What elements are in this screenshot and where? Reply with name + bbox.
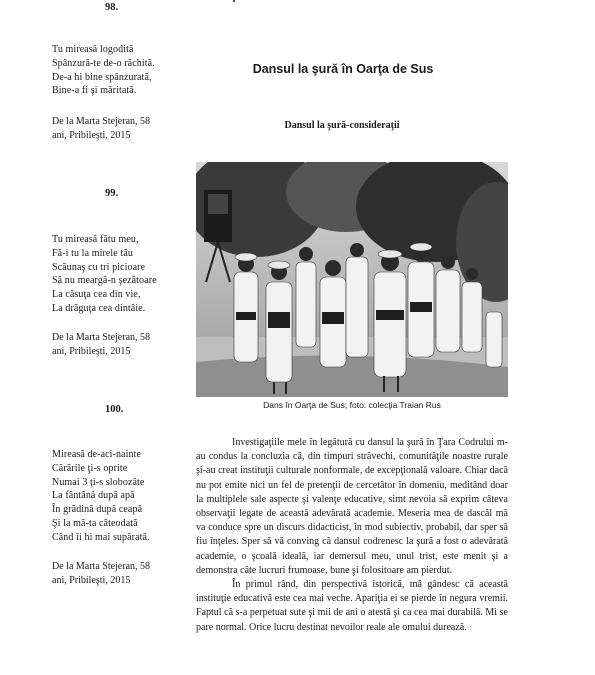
source-line: ani, Pribileşti, 2015	[52, 574, 131, 586]
poem-line: Spânzură-te de-o răchită.	[52, 57, 155, 69]
article-paragraph: Investigaţiile mele în legătură cu dansul la şură în Ţara Codrului m-au condus la concluzia că, din timpuri străvechi, comunităţile noastre rurale şi-au creat instituţii culturale nonformale, de excepţională valoare. Chiar dacă nu pot emite nici un fel de pretenţii de cercetător în domeniu, meditând doar la multiplele sale aspecte şi valenţe educative, simt nevoia să exprim câteva observaţii legate de această adevărată academie. Meseria mea de dascăl mă va conduce spre un discurs didacticist, în mod subiectiv, probabil, dar sper să fiu înţeles. Sper să vă conving că dansul codrenesc la şură a fost o adevărată academie, o şcoală ideală, iar demersul meu, unul trist, este menit şi a demonstra câte lucruri frumoase, bune şi folositoare am pierdut.	[196, 437, 508, 576]
source-line: De la Marta Stejeran, 58	[52, 561, 151, 572]
poem-line: La fântână după apă	[52, 490, 135, 502]
poem-99	[52, 233, 202, 316]
poem-line: La căsuţa cea din vie,	[52, 289, 141, 301]
poem-line: Numai 3 ţi-s slobozâte	[52, 476, 145, 488]
article-paragraph: În primul rând, din perspectivă istorică, mă gândesc că această instituţie educativă este cea mai veche. Apariţia ei se pierde în negura vremii. Faptul că s-a perpetuat sute şi mii de ani o atestă şi ca cea mai durabilă. Mi se pare normal. Orice lucru destinat nevoilor reale ale omului durează.	[196, 579, 508, 633]
poem-100-source	[52, 560, 202, 588]
poem-line: Fă-i tu la mirele tău	[52, 247, 133, 259]
poem-line: Bine-a fi şi măritată.	[52, 85, 137, 97]
poem-98-source	[52, 115, 202, 143]
poem-98-number: 98.	[105, 2, 119, 13]
source-line: ani, Pribileşti, 2015	[52, 345, 131, 357]
article-body	[196, 436, 508, 635]
page-edge-mark	[233, 0, 235, 2]
poem-100	[52, 448, 202, 545]
article-subtitle: Dansul la şură-consideraţii	[284, 120, 400, 131]
poem-line: Cărările ţi-s oprite	[52, 462, 128, 474]
poem-line: Tu mireasă logodită	[52, 44, 134, 55]
poem-line: De-a hi bine spânzurată,	[52, 71, 152, 83]
poem-line: Să nu meargă-n şezătoare	[52, 275, 157, 287]
photo-caption: Dans în Oarţa de Sus; foto: colecţia Traian Rus	[263, 400, 441, 410]
poem-99-source	[52, 331, 202, 359]
poem-line: La drăguţa cea dintâie.	[52, 302, 146, 314]
poem-line: Scăunaş cu tri picioare	[52, 261, 146, 273]
dance-photo	[196, 162, 508, 397]
poem-line: În grădină după ceapă	[52, 504, 143, 516]
poem-line: Tu mireasă fătu meu,	[52, 234, 139, 245]
poem-99-number: 99.	[105, 188, 119, 199]
poem-line: Şi la mă-ta câteodată	[52, 517, 138, 529]
source-line: De la Marta Stejeran, 58	[52, 332, 151, 343]
article-title: Dansul la şură în Oarţa de Sus	[252, 62, 434, 76]
poem-line: Când îi hi mai supărată.	[52, 531, 150, 543]
poem-100-number: 100.	[105, 404, 124, 415]
poem-98	[52, 43, 202, 98]
poem-line: Mireasă de-aci-nainte	[52, 449, 141, 460]
source-line: De la Marta Stejeran, 58	[52, 116, 151, 127]
source-line: ani, Pribileşti, 2015	[52, 129, 131, 141]
